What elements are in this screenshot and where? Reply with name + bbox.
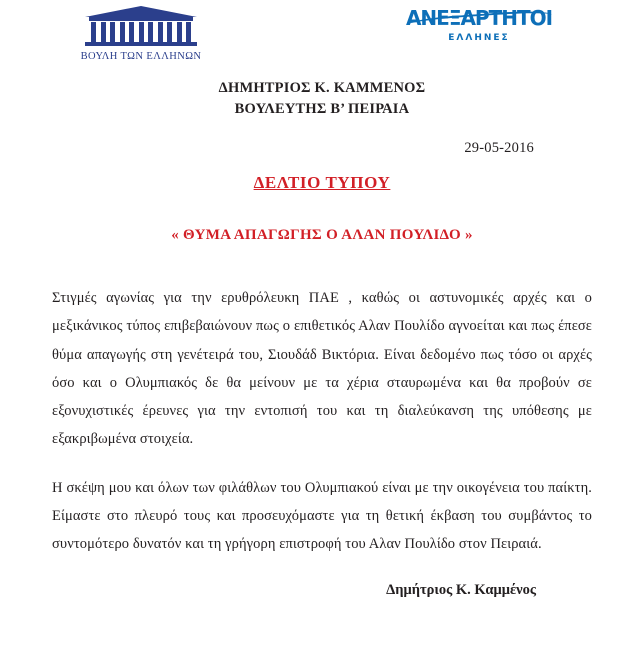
page-title: ΔΕΛΤΙΟ ΤΥΠΟΥ xyxy=(253,173,391,193)
parliament-caption: ΒΟΥΛΗ ΤΩΝ ΕΛΛΗΝΩΝ xyxy=(80,51,202,62)
party-name: ΑΝΕΞΑΡΤΗΤΟΙ xyxy=(405,6,553,30)
hellenic-parliament-logo xyxy=(72,6,210,62)
author-block xyxy=(0,78,644,120)
body-paragraph: Στιγμές αγωνίας για την ερυθρόλευκη ΠΑΕ , καθώς οι αστυνομικές αρχές και ο μεξικάνικος τύπος επιβεβαιώνουν πως ο επιθετικός Αλαν Πουλίδο αγνοείται και πως έπεσε θύμα απαγωγής στη γενέτειρά του, Σιουδάδ Βικτόρια. Είναι δεδομένο πως τόσο οι αρχές όσο και ο Ολυμπιακός δε θα μείνουν με τα χέρια σταυρωμένα και θα προβούν σε εξονυχιστικές έρευνες για την εντοπισή του και τη διαλεύκανση της υπόθεσης με εξακριβωμένα στοιχεία. xyxy=(52,290,592,448)
document-body xyxy=(52,284,592,558)
signature: Δημήτριος Κ. Καμμένος xyxy=(386,582,536,599)
document-header xyxy=(0,0,644,72)
anexartitoi-ellines-logo xyxy=(394,8,564,43)
body-paragraph: Η σκέψη μου και όλων των φιλάθλων του Ολυμπιακού είναι με την οικογένεια του παίκτη. Είμαστε στο πλευρό τους και προσευχόμαστε για τη θετική έκβαση του συμβάντος το συντομότερο δυνατόν και τη γρήγορη επιστροφή του Αλαν Πουλίδο στον Πειραιά. xyxy=(52,479,592,553)
hellenic-parliament-icon xyxy=(85,6,197,46)
document-subject: « ΘΥΜΑ ΑΠΑΓΩΓΗΣ Ο ΑΛΑΝ ΠΟΥΛΙΔΟ » xyxy=(171,227,473,244)
author-role: ΒΟΥΛΕΥΤΗΣ Β’ ΠΕΙΡΑΙΑ xyxy=(234,101,410,118)
anexartitoi-ellines-logo-icon xyxy=(406,8,552,28)
author-name: ΔΗΜΗΤΡΙΟΣ Κ. ΚΑΜΜΕΝΟΣ xyxy=(218,80,426,96)
document-date: 29-05-2016 xyxy=(464,140,534,157)
party-subtitle: ΕΛΛΗΝΕΣ xyxy=(448,33,510,43)
